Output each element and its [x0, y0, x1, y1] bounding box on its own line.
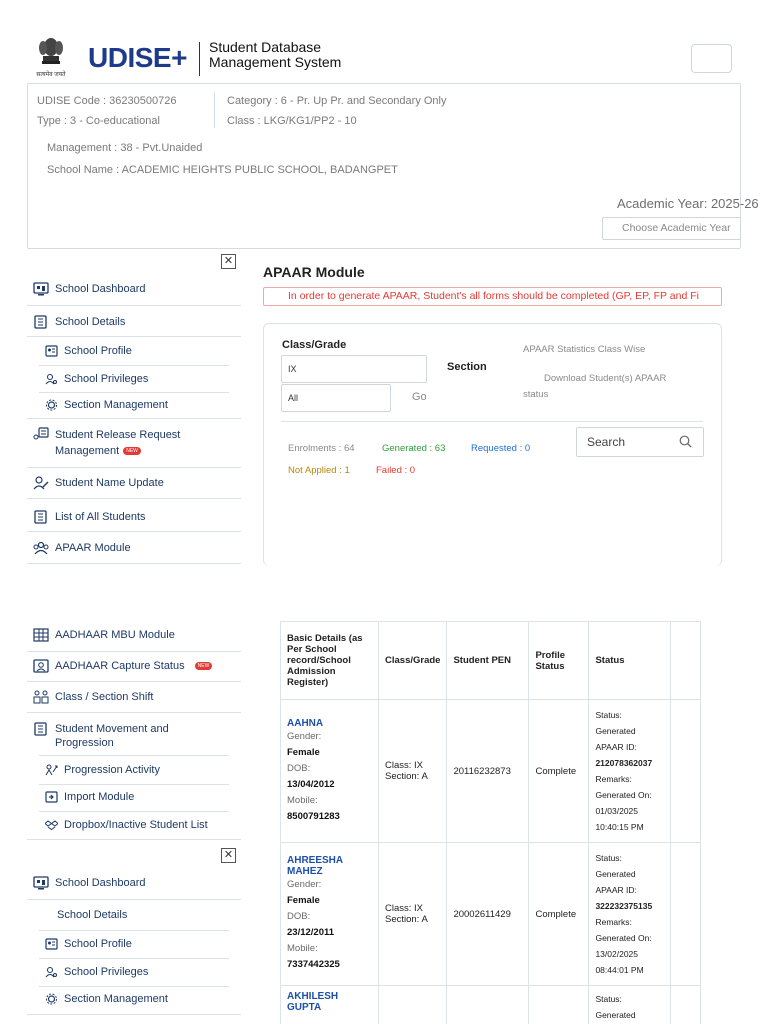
divider — [27, 467, 241, 468]
class-value: Class: IX — [385, 760, 424, 771]
download-apaar-status-link-line2[interactable]: status — [523, 389, 549, 400]
sidebar-item-label: Section Management — [64, 399, 168, 411]
student-basic-details — [281, 843, 379, 986]
status-value: Generated — [595, 1010, 636, 1020]
card-divider — [281, 421, 703, 422]
privileges-icon — [45, 373, 58, 385]
new-badge: NEW — [195, 662, 213, 670]
app-header — [0, 0, 768, 82]
sidebar-item-section-management[interactable] — [27, 990, 241, 1008]
system-name-line1: Student Database — [209, 39, 322, 55]
student-class — [379, 843, 447, 986]
sidebar-top — [27, 252, 245, 566]
status-key: Status: — [595, 853, 622, 863]
sidebar-item-label: APAAR Module — [55, 542, 131, 554]
divider — [27, 563, 241, 564]
sidebar-item-class-section-shift[interactable] — [27, 688, 241, 706]
sidebar-item-label: AADHAAR Capture Status — [55, 660, 185, 672]
sidebar-item-label: List of All Students — [55, 511, 146, 523]
mobile-key: Mobile: — [287, 794, 318, 806]
student-name-line1[interactable]: AKHILESH — [287, 991, 339, 1002]
divider — [39, 986, 229, 987]
sidebar-item-student-release-request[interactable] — [27, 427, 241, 461]
student-name-line2[interactable]: MAHEZ — [287, 866, 323, 877]
dashboard-icon — [33, 876, 49, 890]
apaar-alert-message: In order to generate APAAR, Student's all forms should be completed (GP, EP, FP and Fi — [263, 287, 722, 306]
academic-year: Academic Year: 2025-26 — [617, 196, 759, 211]
table-header-row — [281, 622, 701, 700]
sidebar-item-import-module[interactable] — [27, 788, 241, 806]
class-grade-label: Class/Grade — [282, 339, 347, 351]
divider — [27, 336, 241, 337]
mobile-key: Mobile: — [287, 943, 318, 954]
sidebar-item-label: School Dashboard — [55, 877, 146, 889]
student-name-line2[interactable]: GUPTA — [287, 1002, 322, 1013]
student-basic-details — [281, 986, 379, 1024]
school-info-panel — [27, 83, 759, 249]
sidebar-item-label: School Dashboard — [55, 283, 146, 295]
extra-cell — [671, 700, 701, 843]
col-header-profile-status: Profile Status — [529, 622, 589, 700]
divider — [39, 755, 229, 756]
dropbox-icon — [45, 819, 58, 831]
label-line1: Student Movement and — [55, 723, 169, 735]
apaar-icon — [33, 541, 49, 555]
sidebar-item-list-of-all-students[interactable] — [27, 508, 241, 526]
section-value: Section: A — [385, 771, 428, 782]
sidebar-item-aadhaar-capture-status[interactable] — [27, 657, 241, 675]
section-icon — [45, 399, 58, 411]
school-type: Type : 3 - Co-educational — [37, 115, 160, 127]
national-emblem-icon — [30, 34, 72, 80]
details-icon — [33, 315, 49, 329]
col-header-student-pen: Student PEN — [447, 622, 529, 700]
udise-code: UDISE Code : 36230500726 — [37, 95, 177, 107]
apaar-id-key: APAAR ID: — [595, 885, 637, 895]
status-key: Status: — [595, 710, 622, 720]
gender-value: Female — [287, 746, 320, 758]
sidebar-item-label: Class / Section Shift — [55, 691, 154, 703]
student-basic-details — [281, 700, 379, 843]
divider — [27, 531, 241, 532]
sidebar-item-label: Progression Activity — [64, 764, 160, 776]
release-icon — [33, 427, 49, 441]
remarks-key: Remarks: — [595, 917, 632, 927]
mobile-value: 7337442325 — [287, 959, 340, 970]
sidebar-bottom — [27, 622, 245, 1024]
gender-key: Gender: — [287, 730, 322, 742]
divider — [39, 811, 229, 812]
sidebar-item-label: School Privileges — [64, 373, 149, 385]
dob-value: 23/12/2011 — [287, 927, 335, 938]
apaar-status — [589, 843, 671, 986]
gender-value: Female — [287, 895, 320, 906]
generated-on-time: 10:40:15 PM — [595, 822, 644, 832]
generated-on-key: Generated On: — [595, 933, 652, 943]
dob-key: DOB: — [287, 911, 311, 922]
school-class-range: Class : LKG/KG1/PP2 - 10 — [227, 115, 357, 127]
sidebar-item-label: AADHAAR MBU Module — [55, 629, 175, 641]
sidebar-item-label: School Privileges — [64, 966, 149, 978]
system-name-line2: Management System — [209, 54, 342, 70]
label-line2: Progression — [55, 737, 114, 749]
search-icon — [679, 435, 692, 448]
choose-academic-year-button[interactable]: Choose Academic Year — [602, 217, 741, 240]
section-label: Section — [447, 361, 487, 373]
generated-on-time: 08:44:01 PM — [595, 965, 644, 975]
sidebar-close-icon[interactable]: ✕ — [221, 254, 236, 269]
label-line1: Student Release Request — [55, 429, 181, 441]
divider — [27, 651, 241, 652]
school-category: Category : 6 - Pr. Up Pr. and Secondary Only — [227, 95, 447, 107]
udise-logo: UDISE+ — [88, 42, 187, 73]
status-key: Status: — [595, 994, 622, 1004]
extra-cell — [671, 843, 701, 986]
divider — [27, 899, 241, 900]
system-name — [209, 40, 341, 70]
dob-key: DOB: — [287, 762, 311, 774]
student-pen — [447, 986, 529, 1024]
apaar-id-key: APAAR ID: — [595, 742, 637, 752]
divider — [39, 958, 229, 959]
sidebar-item-section-management[interactable] — [27, 396, 241, 414]
student-name[interactable]: AAHNA — [287, 717, 324, 729]
list-icon — [33, 510, 49, 524]
table-row[interactable] — [281, 986, 701, 1024]
requested-count: Requested : 0 — [471, 443, 531, 454]
sidebar-item-school-dashboard[interactable] — [27, 280, 241, 298]
sidebar-item-student-movement[interactable] — [27, 722, 241, 752]
generated-on-date: 01/03/2025 — [595, 806, 638, 816]
mobile-value: 8500791283 — [287, 810, 340, 822]
col-header-basic-details: Basic Details (as Per School record/School Admission Register) — [281, 622, 379, 700]
sidebar-item-apaar-module[interactable] — [27, 539, 241, 557]
student-pen: 20116232873 — [447, 700, 529, 843]
profile-icon — [45, 938, 58, 950]
sidebar-item-label: Dropbox/Inactive Student List — [64, 819, 208, 831]
divider — [27, 305, 241, 306]
sidebar-item-school-dashboard[interactable] — [27, 874, 241, 892]
sidebar-item-label: Section Management — [64, 993, 168, 1005]
students-table — [280, 621, 701, 1024]
label-line2: Management — [55, 445, 120, 457]
sidebar-item-school-details[interactable] — [27, 313, 241, 331]
search-placeholder: Search — [587, 435, 626, 449]
gender-key: Gender: — [287, 879, 322, 890]
apaar-id-value: 212078362037 — [595, 758, 653, 768]
failed-count: Failed : 0 — [376, 465, 416, 476]
divider — [39, 365, 229, 366]
download-apaar-status-link[interactable]: Download Student(s) APAAR — [544, 373, 667, 384]
class-value: Class: IX — [385, 903, 424, 914]
sidebar-item-school-details[interactable] — [27, 906, 241, 924]
capture-icon — [33, 659, 49, 673]
sidebar-close-icon[interactable]: ✕ — [221, 848, 236, 863]
movement-icon — [33, 722, 49, 736]
table-row[interactable] — [281, 843, 701, 986]
sidebar-item-label: Import Module — [64, 791, 135, 803]
col-header-status: Status — [589, 622, 671, 700]
sidebar-item-aadhaar-mbu[interactable] — [27, 626, 241, 644]
divider — [39, 392, 229, 393]
sidebar-item-progression-activity[interactable] — [27, 761, 241, 779]
remarks-key: Remarks: — [595, 774, 632, 784]
profile-status — [529, 986, 589, 1024]
sidebar-item-label: School Profile — [64, 938, 132, 950]
section-select[interactable]: All — [281, 384, 391, 412]
col-header-class-grade: Class/Grade — [379, 622, 447, 700]
sidebar-item-label — [55, 722, 169, 750]
table-row[interactable] — [281, 700, 701, 843]
divider — [39, 930, 229, 931]
apaar-statistics-link[interactable]: APAAR Statistics Class Wise — [523, 344, 646, 355]
sidebar-item-school-privileges[interactable] — [27, 963, 241, 981]
menu-toggle-button[interactable] — [691, 44, 732, 73]
status-value: Generated — [595, 726, 636, 736]
page-title: APAAR Module — [263, 264, 365, 280]
school-management: Management : 38 - Pvt.Unaided — [47, 142, 203, 154]
profile-status: Complete — [529, 843, 589, 986]
sidebar-item-label — [55, 427, 180, 459]
student-pen: 20002611429 — [447, 843, 529, 986]
profile-status: Complete — [529, 700, 589, 843]
school-name: School Name : ACADEMIC HEIGHTS PUBLIC SCHOOL, BADANGPET — [47, 164, 398, 176]
status-value: Generated — [595, 869, 636, 879]
privileges-icon — [45, 966, 58, 978]
student-class — [379, 700, 447, 843]
student-name-line1[interactable]: AHREESHA — [287, 855, 344, 866]
import-icon — [45, 791, 58, 803]
divider — [27, 498, 241, 499]
apaar-status — [589, 700, 671, 843]
dob-value: 13/04/2012 — [287, 778, 335, 790]
extra-cell — [671, 986, 701, 1024]
sidebar-item-label: School Details — [55, 316, 126, 328]
go-button[interactable]: Go — [412, 391, 427, 403]
student-class — [379, 986, 447, 1024]
sidebar-item-student-name-update[interactable] — [27, 474, 241, 492]
sidebar-item-dropbox-inactive[interactable] — [27, 816, 241, 834]
section-value: Section: A — [385, 914, 428, 925]
info-divider — [214, 92, 215, 128]
apaar-id-value: 322232375135 — [595, 901, 653, 911]
apaar-status — [589, 986, 671, 1024]
emblem-motto: सत्यमेव जयते — [36, 72, 66, 78]
dashboard-icon — [33, 282, 49, 296]
mbu-icon — [33, 628, 49, 642]
profile-icon — [45, 345, 58, 357]
generated-count: Generated : 63 — [382, 443, 446, 454]
enrolments-count: Enrolments : 64 — [288, 443, 355, 454]
name-update-icon — [33, 476, 49, 490]
sidebar-item-label: School Details — [57, 909, 128, 921]
divider — [27, 712, 241, 713]
search-input[interactable] — [576, 427, 704, 457]
generated-on-date: 13/02/2025 — [595, 949, 638, 959]
sidebar-item-school-profile[interactable] — [27, 342, 241, 360]
header-divider — [199, 42, 200, 76]
col-header-extra — [671, 622, 701, 700]
not-applied-count: Not Applied : 1 — [288, 465, 350, 476]
sidebar-item-school-privileges[interactable] — [27, 370, 241, 388]
section-icon — [45, 993, 58, 1005]
divider — [27, 681, 241, 682]
generated-on-key: Generated On: — [595, 790, 652, 800]
divider — [27, 1014, 241, 1015]
divider — [39, 784, 229, 785]
new-badge: NEW — [123, 447, 141, 455]
shift-icon — [33, 690, 49, 704]
sidebar-item-label: Student Name Update — [55, 477, 164, 489]
sidebar-item-school-profile[interactable] — [27, 935, 241, 953]
sidebar-item-label: School Profile — [64, 345, 132, 357]
class-grade-select[interactable]: IX — [281, 355, 427, 383]
divider — [27, 418, 241, 419]
divider — [27, 839, 241, 840]
progression-icon — [45, 764, 58, 776]
